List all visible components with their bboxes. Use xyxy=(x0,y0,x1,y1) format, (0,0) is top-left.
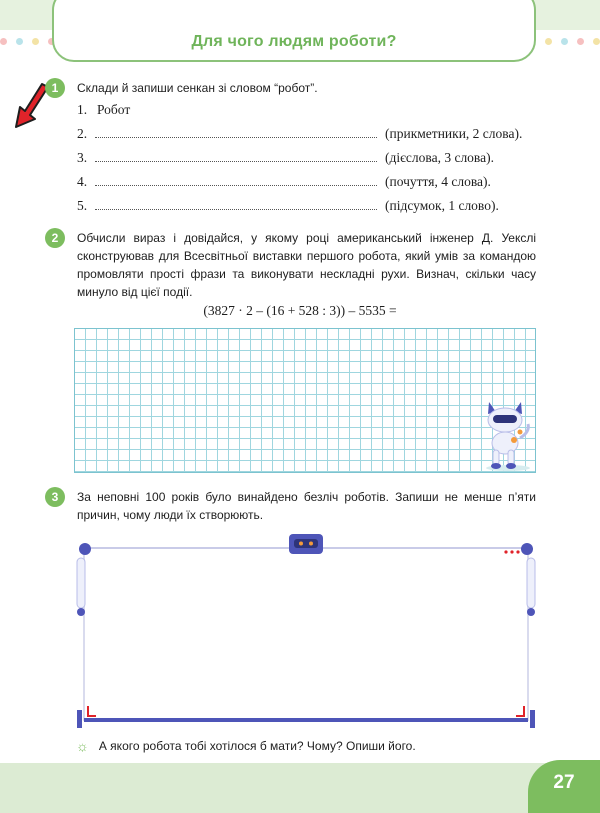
sinkwain-line-5[interactable]: 5. (підсумок, 1 слово). xyxy=(77,198,499,213)
decorative-dots-right xyxy=(545,38,600,45)
line-hint: (підсумок, 1 слово). xyxy=(385,198,499,213)
answer-line[interactable] xyxy=(95,185,377,186)
sun-icon: ☼ xyxy=(76,738,89,754)
exercise-2-text: Обчисли вираз і довідайся, у якому році американський інженер Д. Уекслі сконструював для Всесвітньої виставки першого робота, який умів за командою промовляти прості фрази та виконувати нескладні рухи. Визнач, скільки часу минуло від цієї події. xyxy=(77,231,536,299)
robot-dog-icon xyxy=(480,398,536,472)
calculation-grid[interactable] xyxy=(74,328,536,473)
answer-area[interactable] xyxy=(92,556,520,716)
math-expression: (3827 · 2 – (16 + 528 : 3)) – 5535 = xyxy=(203,303,397,318)
answer-line[interactable] xyxy=(95,137,377,138)
page-number: 27 xyxy=(528,760,600,813)
footer-band xyxy=(0,763,600,813)
answer-line[interactable] xyxy=(95,209,377,210)
title-card xyxy=(52,0,536,62)
exercise-number-3: 3 xyxy=(45,487,65,507)
exercise-number-1: 1 xyxy=(45,78,65,98)
line-hint: (прикметники, 2 слова). xyxy=(385,126,523,141)
answer-line[interactable] xyxy=(95,161,377,162)
line-hint: (почуття, 4 слова). xyxy=(385,174,491,189)
sinkwain-line-2[interactable]: 2. (прикметники, 2 слова). xyxy=(77,126,523,141)
bonus-question xyxy=(76,738,416,754)
sinkwain-line-1: 1. Робот xyxy=(77,102,131,117)
exercise-3-text: За неповні 100 років було винайдено безліч роботів. Запиши не менше п’яти причин, чому люди їх створюють. xyxy=(77,490,536,522)
bonus-question-text: А якого робота тобі хотілося б мати? Чому? Опиши його. xyxy=(98,739,416,753)
exercise-1-instruction: Склади й запиши сенкан зі словом “робот”. xyxy=(77,81,318,95)
page-title: Для чого людям роботи? xyxy=(191,33,397,50)
sinkwain-word: Робот xyxy=(97,102,131,117)
line-hint: (дієслова, 3 слова). xyxy=(385,150,494,165)
exercise-number-2: 2 xyxy=(45,228,65,248)
sinkwain-line-4[interactable]: 4. (почуття, 4 слова). xyxy=(77,174,491,189)
sinkwain-line-3[interactable]: 3. (дієслова, 3 слова). xyxy=(77,150,494,165)
